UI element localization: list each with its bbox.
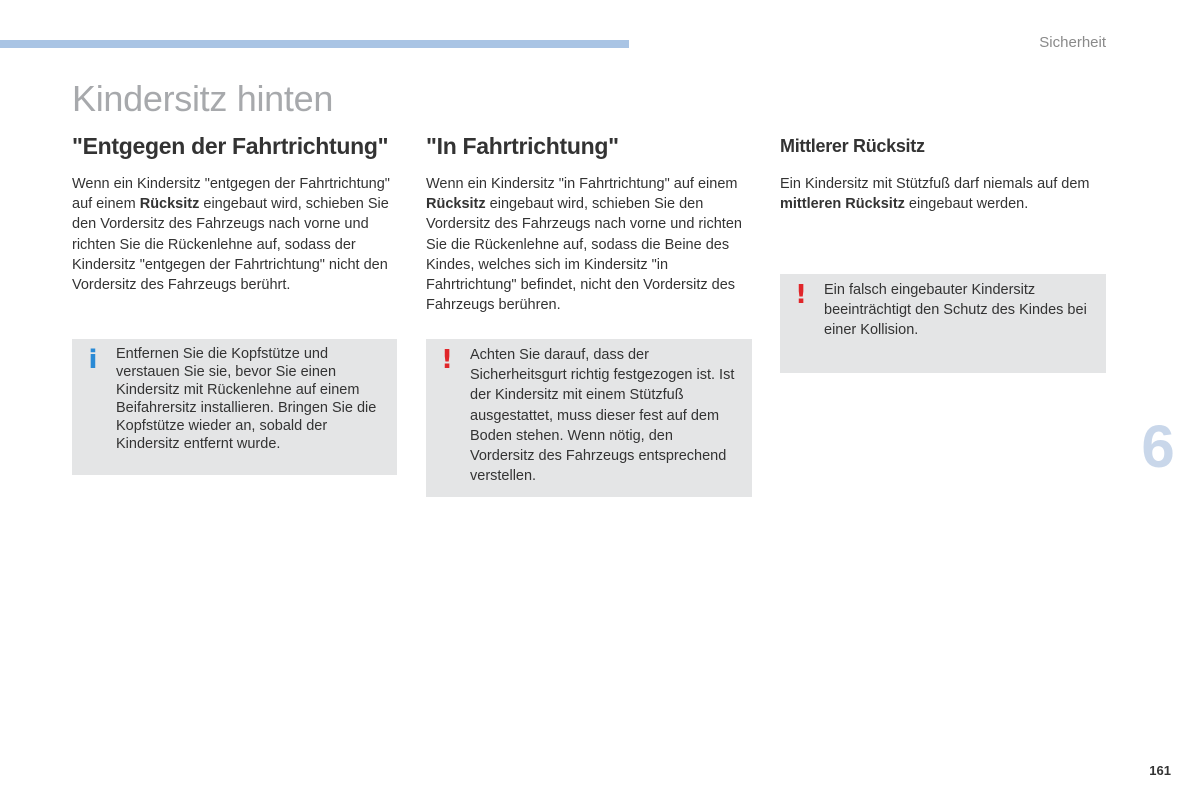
page-title: Kindersitz hinten (72, 78, 334, 119)
warning-note (780, 274, 1106, 373)
body-text: eingebaut wird, schieben Sie den Vordersitz des Fahrzeugs nach vorne und richten Sie die Rückenlehne auf, sodass der Kindersitz "entgegen der Fahrtrichtung" nicht den Vordersitz des Fahrzeugs berührt. (72, 196, 389, 294)
column-body (780, 174, 1106, 214)
page-number: 161 (1149, 763, 1171, 778)
body-text: Ein Kindersitz mit Stützfuß darf niemals auf dem (780, 176, 1090, 192)
column-heading: "Entgegen der Fahrtrichtung" (72, 133, 389, 159)
body-text: Wenn ein Kindersitz "entgegen der Fahrtrichtung" auf einem (72, 176, 390, 213)
body-text: Wenn ein Kindersitz "in Fahrtrichtung" auf einem (426, 176, 738, 192)
body-emphasis: mittleren Rücksitz (780, 196, 905, 213)
note-text: Ein falsch eingebauter Kindersitz beeinträchtigt den Schutz des Kindes bei einer Kollision. (824, 282, 1087, 339)
section-label: Sicherheit (1039, 34, 1106, 51)
body-text: eingebaut wird, schieben Sie den Vordersitz des Fahrzeugs nach vorne und richten Sie die Rückenlehne auf, sodass die Beine des Kindes, welches sich im Kindersitz "in Fahrtrichtung" befindet, nicht den Vordersitz des Fahrzeugs berühren. (426, 196, 742, 314)
body-emphasis: Rücksitz (426, 196, 486, 213)
body-emphasis: Rücksitz (139, 196, 200, 213)
header-accent-bar (0, 40, 629, 48)
chapter-number: 6 (1141, 413, 1175, 480)
column-middle-seat (780, 132, 1106, 213)
column-body (72, 174, 397, 295)
column-body (426, 174, 752, 315)
note-text: Entfernen Sie die Kopfstütze und verstauen Sie sie, bevor Sie einen Kindersitz mit Rückenlehne auf einem Beifahrersitz installieren. Bringen Sie die Kopfstütze wieder an, sobald der Kindersitz entfernt wurde. (116, 346, 377, 452)
body-text: eingebaut werden. (904, 196, 1029, 213)
column-rear-facing (72, 132, 397, 294)
warning-icon: ! (795, 280, 807, 310)
info-note (72, 339, 397, 475)
warning-icon: ! (441, 345, 453, 375)
warning-note (426, 339, 752, 497)
column-heading: "In Fahrtrichtung" (426, 133, 619, 159)
column-heading: Mittlerer Rücksitz (780, 136, 925, 156)
column-forward-facing (426, 132, 752, 314)
info-icon: i (88, 345, 98, 375)
note-text: Achten Sie darauf, dass der Sicherheitsgurt richtig festgezogen ist. Ist der Kindersitz mit einem Stützfuß ausgestattet, muss dieser fest auf dem Boden stehen. Wenn nötig, den Vordersitz des Fahrzeugs entsprechend verstellen. (470, 347, 735, 485)
